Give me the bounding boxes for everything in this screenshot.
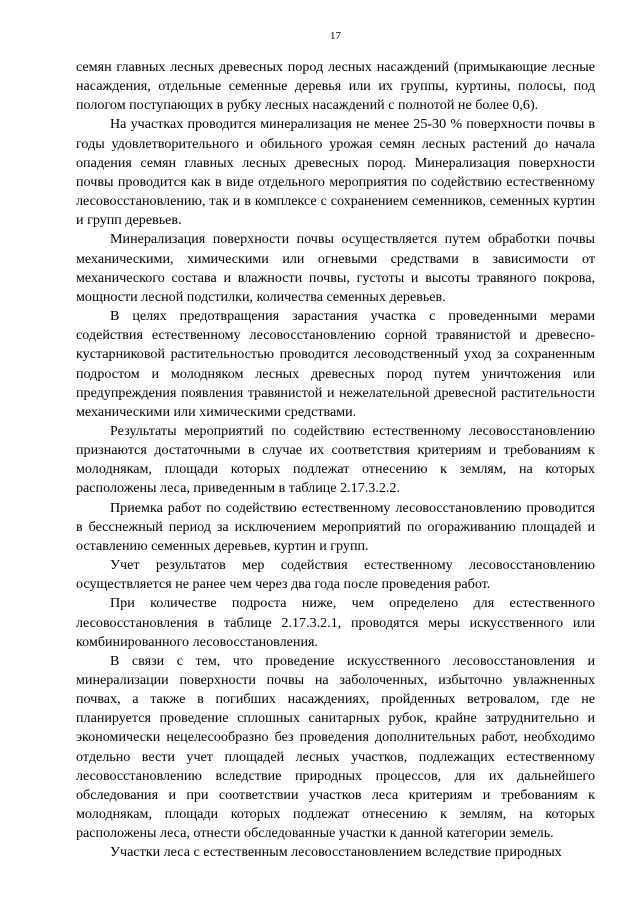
paragraph-5: Результаты мероприятий по содействию естественному лесовосстановлению признаются достаточными в случае их соответствия критериям и требованиям к молоднякам, площади которых подлежат отнесению к землям, на которых расположены леса, приведенным в таблице 2.17.3.2.2. bbox=[76, 422, 595, 497]
paragraph-10: Участки леса с естественным лесовосстановлением вследствие природных bbox=[110, 844, 562, 861]
document-page bbox=[76, 28, 595, 863]
paragraph-4: В целях предотвращения зарастания участка с проведенными мерами содействия естественному лесовосстановлению сорной травянистой и древесно-кустарниковой растительностью проводится лесоводственный уход за сохраненным подростом и молодняком лесных древесных пород путем уничтожения или предупреждения появления травянистой и нежелательной древесной растительности механическими или химическими средствами. bbox=[76, 308, 595, 420]
paragraph-6: Приемка работ по содействию естественному лесовосстановлению проводится в бесснежный период за исключением мероприятий по огораживанию площадей и оставлению семенных деревьев, куртин и групп. bbox=[76, 499, 595, 554]
paragraph-2: На участках проводится минерализация не менее 25-30 % поверхности почвы в годы удовлетворительного и обильного урожая семян лесных растений до начала опадения семян главных лесных древесных пород. Минерализация поверхности почвы проводится как в виде отдельного мероприятия по содействию естественному лесовосстановлению, так и в комплексе с сохранением семенников, семенных куртин и групп деревьев. bbox=[76, 116, 595, 229]
paragraph-9: В связи с тем, что проведение искусственного лесовосстановления и минерализации поверхности почвы на заболоченных, избыточно увлажненных почвах, а также в погибших насаждениях, пройденных ветровалом, где не планируется проведение сплошных санитарных рубок, крайне затруднительно и экономически нецелесообразно без проведения дополнительных работ, необходимо отдельно вести учет площадей лесных участков, подлежащих естественному лесовосстановлению вследствие природных процессов, для их дальнейшего обследования и при соответствии участков леса критериям и требованиям к молоднякам, площади которых подлежат отнесению к землям, на которых расположены леса, отнести обследованные участки к данной категории земель. bbox=[76, 652, 595, 842]
paragraph-8: При количестве подроста ниже, чем определено для естественного лесовосстановления в таблице 2.17.3.2.1, проводятся меры искусственного или комбинированного лесовосстановления. bbox=[76, 595, 595, 650]
paragraph-7: Учет результатов мер содействия естественному лесовосстановлению осуществляется не ранее чем через два года после проведения работ. bbox=[76, 557, 595, 593]
paragraph-1: семян главных лесных древесных пород лесных насаждений (примыкающие лесные насаждения, отдельные семенные деревья или их группы, куртины, полосы, под пологом поступающих в рубку лесных насаждений с полнотой не более 0,6). bbox=[76, 59, 595, 114]
page-number: 17 bbox=[330, 30, 341, 42]
paragraph-3: Минерализация поверхности почвы осуществляется путем обработки почвы механическими, химическими или огневыми средствами в зависимости от механического состава и влажности почвы, густоты и высоты травяного покрова, мощности лесной подстилки, количества семенных деревьев. bbox=[76, 231, 595, 305]
